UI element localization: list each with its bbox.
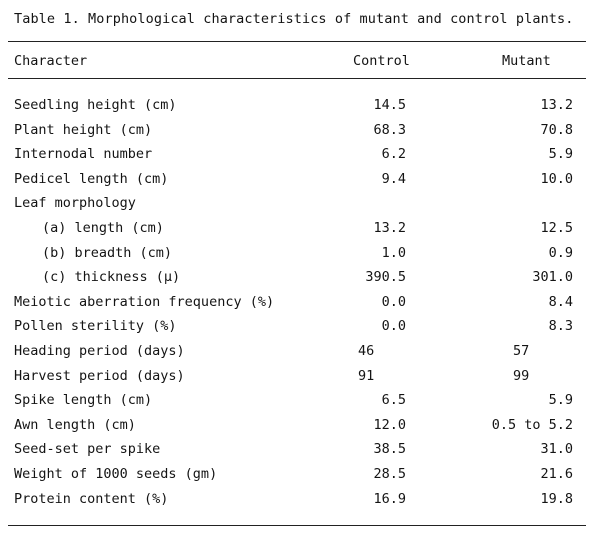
- cell-character: (c) thickness (µ): [42, 269, 181, 286]
- bottom-rule: [8, 525, 586, 526]
- cell-character: Harvest period (days): [14, 367, 185, 384]
- table-row: [0, 466, 601, 486]
- cell-mutant: 10.0: [540, 170, 573, 187]
- header-character: Character: [14, 53, 88, 69]
- table-row: [0, 195, 601, 215]
- cell-mutant: 57: [513, 343, 530, 359]
- table-row: [0, 392, 601, 412]
- table-row: [0, 220, 601, 240]
- cell-mutant: 0.9: [548, 244, 573, 261]
- cell-character: Pedicel length (cm): [14, 170, 169, 187]
- table-row: [0, 343, 601, 363]
- table-row: [0, 294, 601, 314]
- cell-character: Heading period (days): [14, 343, 185, 359]
- cell-character: Internodal number: [14, 146, 153, 163]
- table-row: [0, 245, 601, 265]
- table-row: [0, 368, 601, 388]
- cell-control: 16.9: [373, 490, 406, 507]
- cell-mutant: 13.2: [540, 97, 573, 113]
- cell-character: Protein content (%): [14, 490, 169, 507]
- cell-control: 9.4: [381, 170, 406, 187]
- cell-character: Plant height (cm): [14, 121, 153, 138]
- cell-mutant: 0.5 to 5.2: [491, 416, 573, 433]
- cell-character: Meiotic aberration frequency (%): [14, 293, 275, 310]
- cell-character: (b) breadth (cm): [42, 244, 173, 261]
- table-row: [0, 318, 601, 338]
- table-row: [0, 491, 601, 511]
- cell-mutant: 5.9: [548, 146, 573, 163]
- cell-control: 390.5: [365, 269, 406, 286]
- cell-control: 28.5: [373, 466, 406, 482]
- table-row: [0, 171, 601, 191]
- table-row: [0, 122, 601, 142]
- cell-character: Awn length (cm): [14, 416, 136, 433]
- cell-character: Seed-set per spike: [14, 441, 161, 458]
- table-row: [0, 97, 601, 117]
- cell-control: 38.5: [373, 441, 406, 458]
- cell-control: 91: [358, 367, 375, 384]
- cell-character: Spike length (cm): [14, 392, 153, 409]
- table-row: [0, 417, 601, 437]
- cell-mutant: 301.0: [532, 269, 573, 286]
- cell-control: 46: [358, 343, 375, 359]
- cell-control: 6.5: [381, 392, 406, 409]
- cell-mutant: 12.5: [540, 220, 573, 236]
- table-row: [0, 441, 601, 461]
- cell-control: 14.5: [373, 97, 406, 113]
- cell-mutant: 19.8: [540, 490, 573, 507]
- top-rule: [8, 41, 586, 42]
- cell-control: 6.2: [381, 146, 406, 163]
- header-control: Control: [353, 53, 410, 69]
- cell-mutant: 31.0: [540, 441, 573, 458]
- cell-character: Weight of 1000 seeds (gm): [14, 466, 218, 482]
- cell-mutant: 5.9: [548, 392, 573, 409]
- cell-control: 68.3: [373, 121, 406, 138]
- cell-control: 0.0: [381, 318, 406, 335]
- cell-character: Seedling height (cm): [14, 97, 177, 113]
- cell-control: 1.0: [381, 244, 406, 261]
- cell-control: 13.2: [373, 220, 406, 236]
- header-rule: [8, 78, 586, 79]
- cell-character: Leaf morphology: [14, 195, 136, 212]
- cell-mutant: 21.6: [540, 466, 573, 482]
- cell-mutant: 8.3: [548, 318, 573, 335]
- cell-mutant: 70.8: [540, 121, 573, 138]
- header-mutant: Mutant: [502, 53, 551, 69]
- cell-character: (a) length (cm): [42, 220, 164, 236]
- cell-control: 12.0: [373, 416, 406, 433]
- cell-mutant: 99: [513, 367, 530, 384]
- table-caption: Table 1. Morphological characteristics of mutant and control plants.: [14, 11, 574, 27]
- cell-character: Pollen sterility (%): [14, 318, 177, 335]
- table-row: [0, 146, 601, 166]
- table-row: [0, 269, 601, 289]
- cell-control: 0.0: [381, 293, 406, 310]
- cell-mutant: 8.4: [548, 293, 573, 310]
